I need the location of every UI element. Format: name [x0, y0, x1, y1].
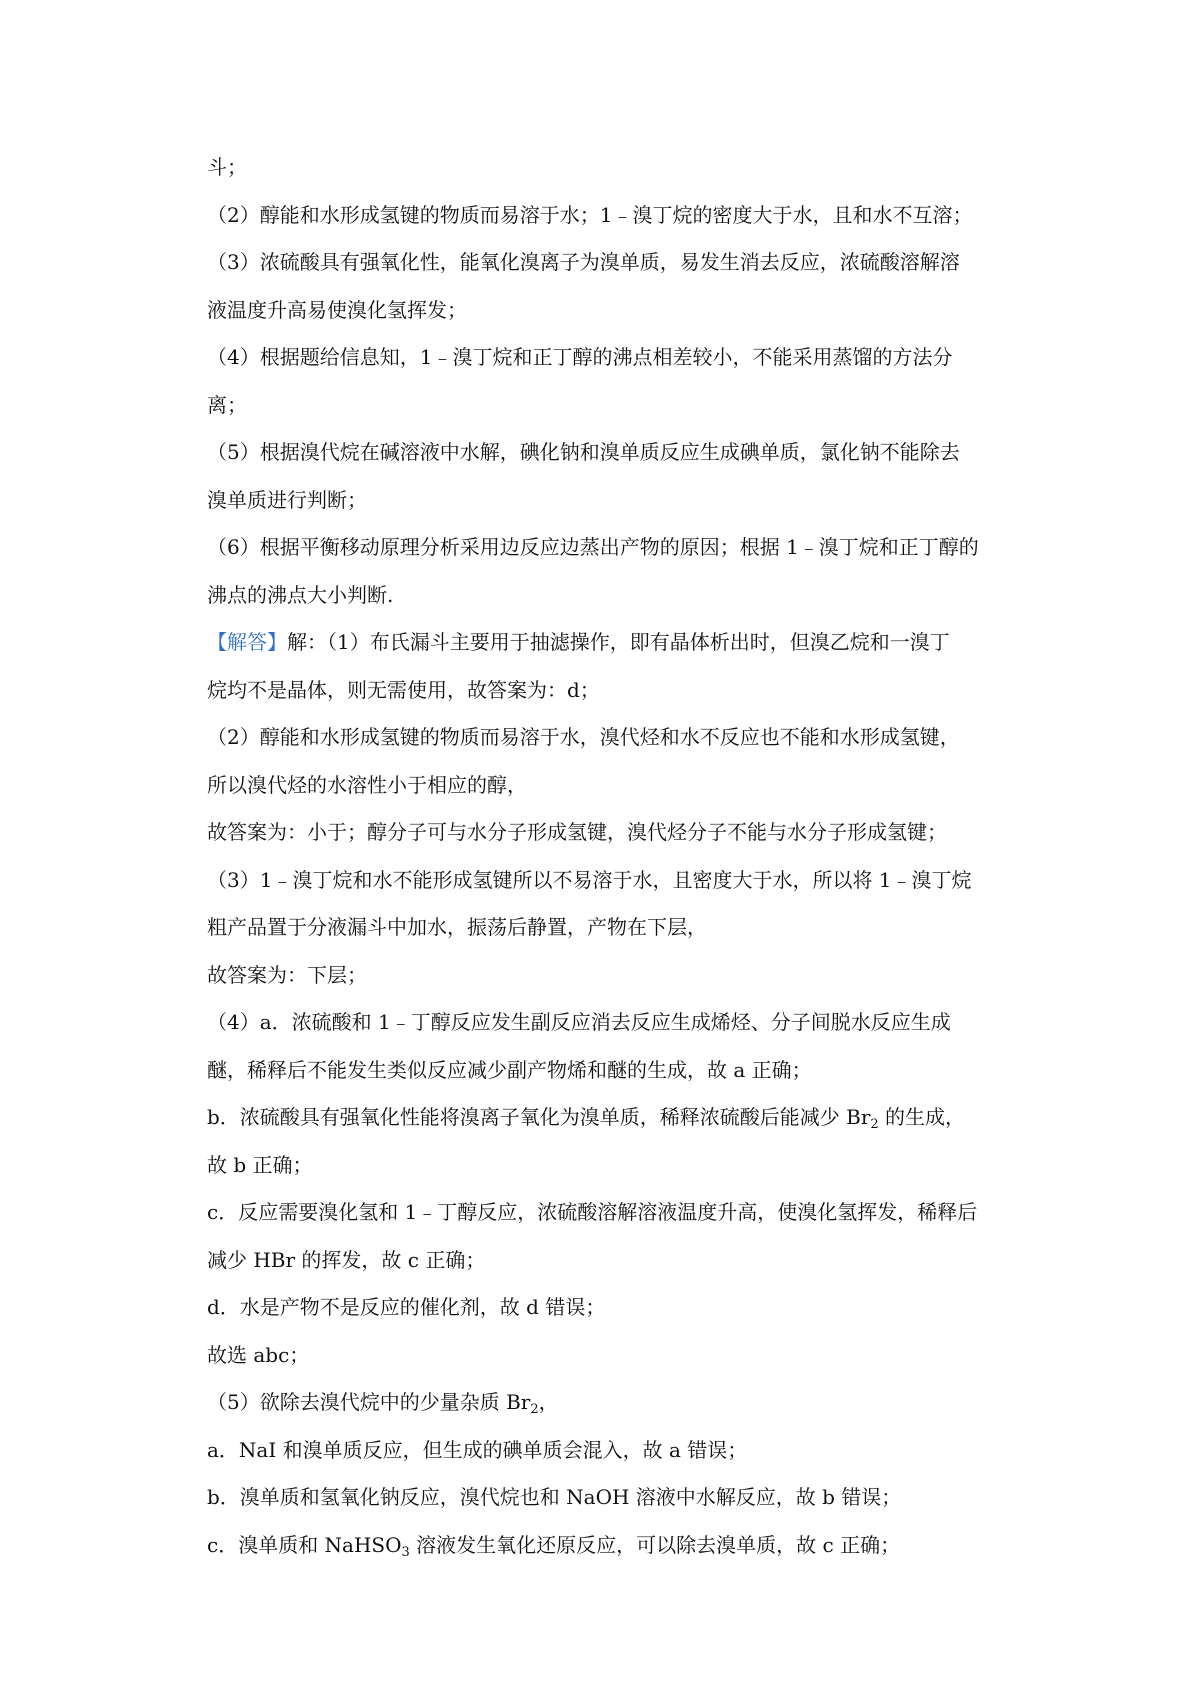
- text-line: （2）醇能和水形成氢键的物质而易溶于水，溴代烃和水不反应也不能和水形成氢键，: [207, 725, 960, 749]
- subscript: 2: [870, 1117, 879, 1132]
- text-line: 减少 HBr 的挥发，故 c 正确；: [207, 1247, 486, 1272]
- text-line: 所以溴代烃的水溶性小于相应的醇，: [207, 772, 527, 797]
- text-line: 烷均不是晶体，则无需使用，故答案为：d；: [207, 677, 600, 702]
- text-line: c．溴单质和 NaHSO$_3$ 溶液发生氧化还原反应，可以除去溴单质，故 c 正确；: [207, 1532, 901, 1560]
- text-line: （2）醇能和水形成氢键的物质而易溶于水；1﹣溴丁烷的密度大于水，且和水不互溶；: [207, 202, 973, 227]
- text-line: （4）根据题给信息知，1﹣溴丁烷和正丁醇的沸点相差较小，不能采用蒸馏的方法分: [207, 345, 953, 369]
- answer-tag: 【解答】: [207, 630, 287, 654]
- text-line: （6）根据平衡移动原理分析采用边反应边蒸出产物的原因；根据 1﹣溴丁烷和正丁醇的: [207, 535, 979, 559]
- text-line: b．溴单质和氢氧化钠反应，溴代烷也和 NaOH 溶液中水解反应，故 b 错误；: [207, 1485, 902, 1509]
- subscript: 3: [401, 1544, 410, 1560]
- text-line: （3）1﹣溴丁烷和水不能形成氢键所以不易溶于水，且密度大于水，所以将 1﹣溴丁烷: [207, 867, 972, 892]
- text-line: 液温度升高易使溴化氢挥发；: [207, 297, 467, 322]
- text-line: 粗产品置于分液漏斗中加水，振荡后静置，产物在下层，: [207, 915, 707, 939]
- subscript: 2: [530, 1402, 539, 1417]
- text-line: 沸点的沸点大小判断.: [207, 582, 394, 607]
- text-line: 故答案为：小于；醇分子可与水分子形成氢键，溴代烃分子不能与水分子形成氢键；: [207, 820, 947, 844]
- text-line: （5）根据溴代烷在碱溶液中水解，碘化钠和溴单质反应生成碘单质，氯化钠不能除去: [207, 440, 960, 464]
- text-line: 溴单质进行判断；: [207, 487, 367, 512]
- text-line: 醚，稀释后不能发生类似反应减少副产物烯和醚的生成，故 a 正确；: [207, 1057, 812, 1082]
- text-line: （3）浓硫酸具有强氧化性，能氧化溴离子为溴单质，易发生消去反应，浓硫酸溶解溶: [207, 250, 960, 274]
- text-line: 【解答】解：（1）布氏漏斗主要用于抽滤操作，即有晶体析出时，但溴乙烷和一溴丁: [207, 630, 950, 654]
- text-line: 离；: [207, 392, 247, 417]
- text-line: （5）欲除去溴代烷中的少量杂质 $Br_2$，: [207, 1390, 559, 1417]
- answer-text-body: [207, 152, 1027, 1577]
- text-line: 故选 abc；: [207, 1342, 310, 1367]
- text-line: （4）a．浓硫酸和 1﹣丁醇反应发生副反应消去反应生成烯烃、分子间脱水反应生成: [207, 1010, 951, 1034]
- text-line: 斗；: [207, 155, 247, 179]
- text-line: b．浓硫酸具有强氧化性能将溴离子氧化为溴单质，稀释浓硫酸后能减少 $Br_2$ 的生成，: [207, 1105, 966, 1132]
- text-line: 故 b 正确；: [207, 1152, 313, 1177]
- text-line: c．反应需要溴化氢和 1﹣丁醇反应，浓硫酸溶解溶液温度升高，使溴化氢挥发，稀释后: [207, 1200, 978, 1224]
- text-line: 故答案为：下层；: [207, 962, 367, 987]
- text-line: a．NaI 和溴单质反应，但生成的碘单质会混入，故 a 错误；: [207, 1437, 748, 1462]
- text-line: d．水是产物不是反应的催化剂，故 d 错误；: [207, 1295, 606, 1319]
